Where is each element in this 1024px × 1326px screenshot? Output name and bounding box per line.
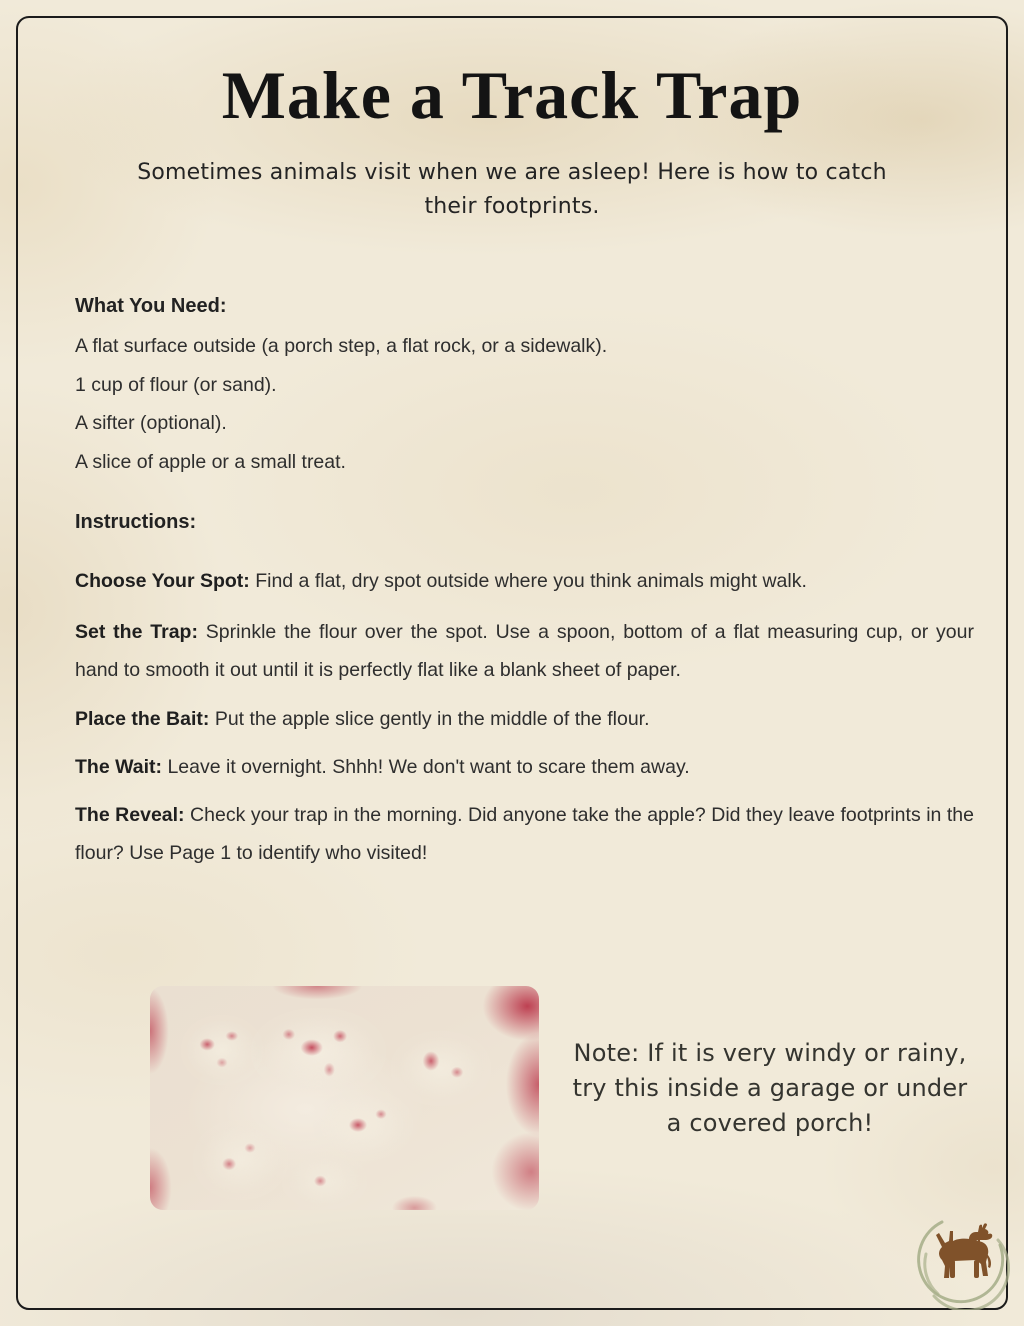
instruction-step <box>75 562 974 600</box>
instruction-step <box>75 700 974 738</box>
page-title: Make a Track Trap <box>221 57 803 133</box>
list-item: 1 cup of flour (or sand). <box>75 373 277 396</box>
brand-logo <box>912 1210 1012 1310</box>
step-text: Put the apple slice gently in the middle of the flour. <box>214 708 650 730</box>
track-trap-photo <box>150 986 539 1210</box>
instruction-step <box>75 796 974 872</box>
paw-print-cluster <box>282 1152 367 1210</box>
step-text: Sprinkle the flour over the spot. Use a spoon, bottom of a flat measuring cup, or your hand to smooth it out until it is perfectly flat like a blank sheet of paper. <box>75 621 974 681</box>
instructions-heading: Instructions: <box>75 511 197 533</box>
logo-graphic <box>912 1210 1012 1310</box>
instruction-step <box>75 613 974 689</box>
list-item: A sifter (optional). <box>75 412 227 434</box>
step-label: Set the Trap: <box>75 621 198 643</box>
list-item: A slice of apple or a small treat. <box>75 450 346 473</box>
paw-print-cluster <box>313 1089 413 1161</box>
paw-print-cluster <box>391 1031 491 1106</box>
note-text: Note: If it is very windy or rainy, try this inside a garage or under a covered porch! <box>572 1039 968 1137</box>
paw-print-cluster <box>193 1120 288 1200</box>
step-label: The Wait: <box>75 756 163 778</box>
step-label: The Reveal: <box>75 804 185 826</box>
paw-print-cluster <box>251 1008 386 1096</box>
sketched-circle <box>919 1222 1009 1310</box>
step-text: Find a flat, dry spot outside where you think animals might walk. <box>255 570 807 592</box>
what-you-need-heading: What You Need: <box>75 295 227 317</box>
step-text: Check your trap in the morning. Did anyone take the apple? Did they leave footprints in the flour? Use Page 1 to identify who visited! <box>75 804 974 864</box>
list-item: A flat surface outside (a porch step, a flat rock, or a sidewalk). <box>75 335 608 357</box>
rooster-icon <box>969 1223 992 1242</box>
step-label: Place the Bait: <box>75 708 210 730</box>
what-you-need-list <box>75 327 974 481</box>
instructions-section <box>75 508 974 872</box>
what-you-need-section <box>75 292 974 481</box>
instruction-step <box>75 748 974 786</box>
step-text: Leave it overnight. Shhh! We don't want to scare them away. <box>167 756 690 778</box>
step-label: Choose Your Spot: <box>75 570 250 592</box>
page-subtitle: Sometimes animals visit when we are asleep! Here is how to catch their footprints. <box>137 160 887 219</box>
